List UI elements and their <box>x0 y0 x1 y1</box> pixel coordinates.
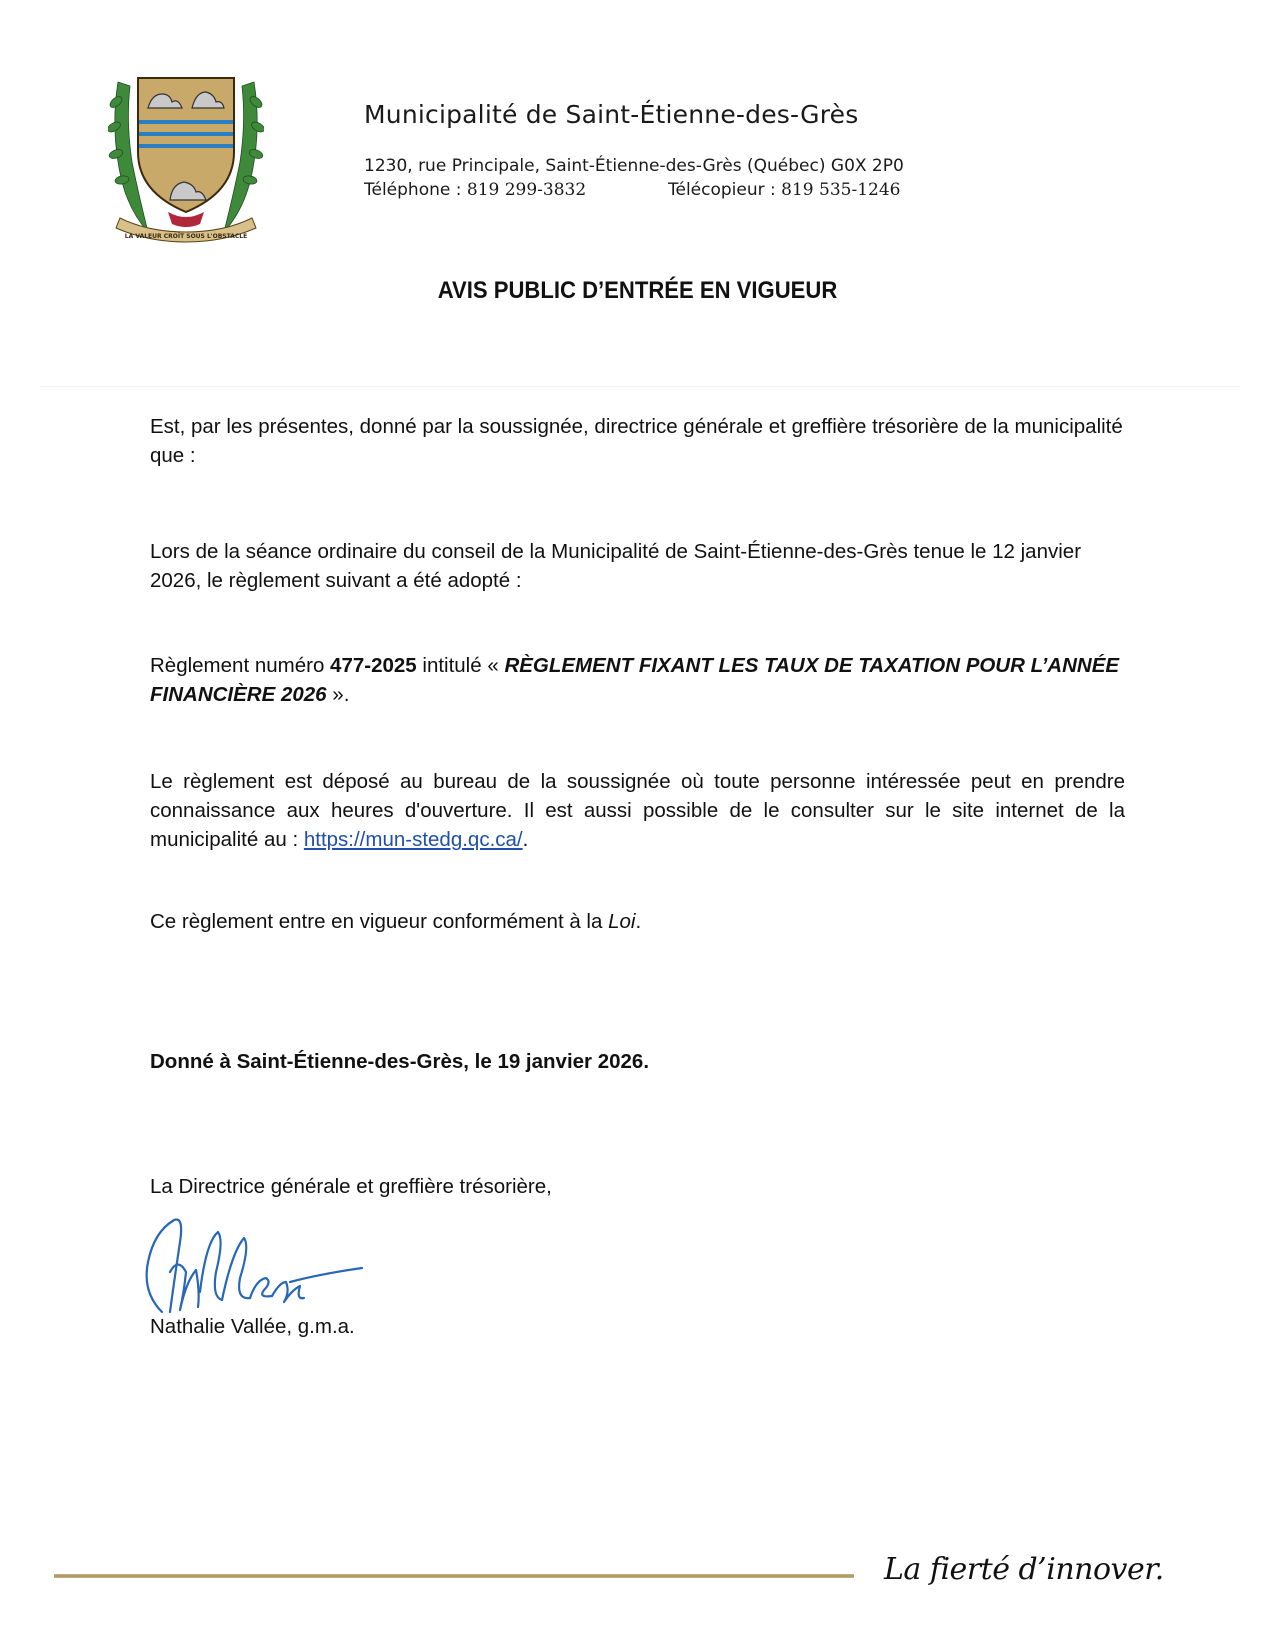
fax-number: 819 535-1246 <box>781 180 901 200</box>
footer-slogan: La fierté d’innover. <box>884 1552 1164 1587</box>
signatory-name: Nathalie Vallée, g.m.a. <box>150 1315 355 1338</box>
reglement-middle: intitulé « <box>416 654 505 677</box>
fax-label: Télécopieur : <box>668 180 782 200</box>
deposit-paragraph <box>150 767 1125 854</box>
svg-text:LA VALEUR CROÎT SOUS L'OBSTACL: LA VALEUR CROÎT SOUS L'OBSTACLE <box>124 233 248 240</box>
law-word: Loi <box>608 910 636 933</box>
intro-paragraph: Est, par les présentes, donné par la soussignée, directrice générale et greffière trésorière de la municipalité que : <box>150 415 1123 467</box>
fax-line <box>668 180 900 200</box>
coat-of-arms-icon <box>108 72 264 246</box>
reglement-prefix: Règlement numéro <box>150 654 331 677</box>
footer-divider <box>54 1574 854 1578</box>
notice-title: AVIS PUBLIC D’ENTRÉE EN VIGUEUR <box>437 277 838 304</box>
phone-line <box>364 180 586 200</box>
phone-number: 819 299-3832 <box>466 180 587 200</box>
deposit-text: Le règlement est déposé au bureau de la soussignée où toute personne intéressée peut en prendre connaissance aux heures d'ouverture. Il est aussi possible de le consulter sur le site internet de la municipalité au : <box>150 770 1125 851</box>
signature-icon <box>140 1212 370 1322</box>
deposit-after: . <box>522 828 529 851</box>
municipality-name: Municipalité de Saint-Étienne-des-Grès <box>364 100 859 129</box>
phone-label: Téléphone : <box>364 180 467 200</box>
reglement-paragraph <box>150 651 1125 709</box>
reglement-number: 477-2025 <box>330 654 417 677</box>
municipality-address: 1230, rue Principale, Saint-Étienne-des-Grès (Québec) G0X 2P0 <box>364 156 904 176</box>
signatory-title: La Directrice générale et greffière trésorière, <box>150 1175 552 1198</box>
website-link[interactable]: https://mun-stedg.qc.ca/ <box>303 828 523 851</box>
divider <box>40 386 1240 387</box>
in-force-text: Ce règlement entre en vigueur conformément à la <box>150 910 609 933</box>
reglement-suffix: ». <box>326 683 350 706</box>
in-force-after: . <box>635 910 642 933</box>
adoption-paragraph: Lors de la séance ordinaire du conseil de la Municipalité de Saint-Étienne-des-Grès tenue le 12 janvier 2026, le règlement suivant a été adopté : <box>150 540 1082 592</box>
reglement-title: RÈGLEMENT FIXANT LES TAUX DE TAXATION POUR L’ANNÉE FINANCIÈRE 2026 <box>150 654 1120 706</box>
in-force-paragraph <box>150 907 1125 936</box>
given-date: Donné à Saint-Étienne-des-Grès, le 19 janvier 2026. <box>150 1050 650 1073</box>
